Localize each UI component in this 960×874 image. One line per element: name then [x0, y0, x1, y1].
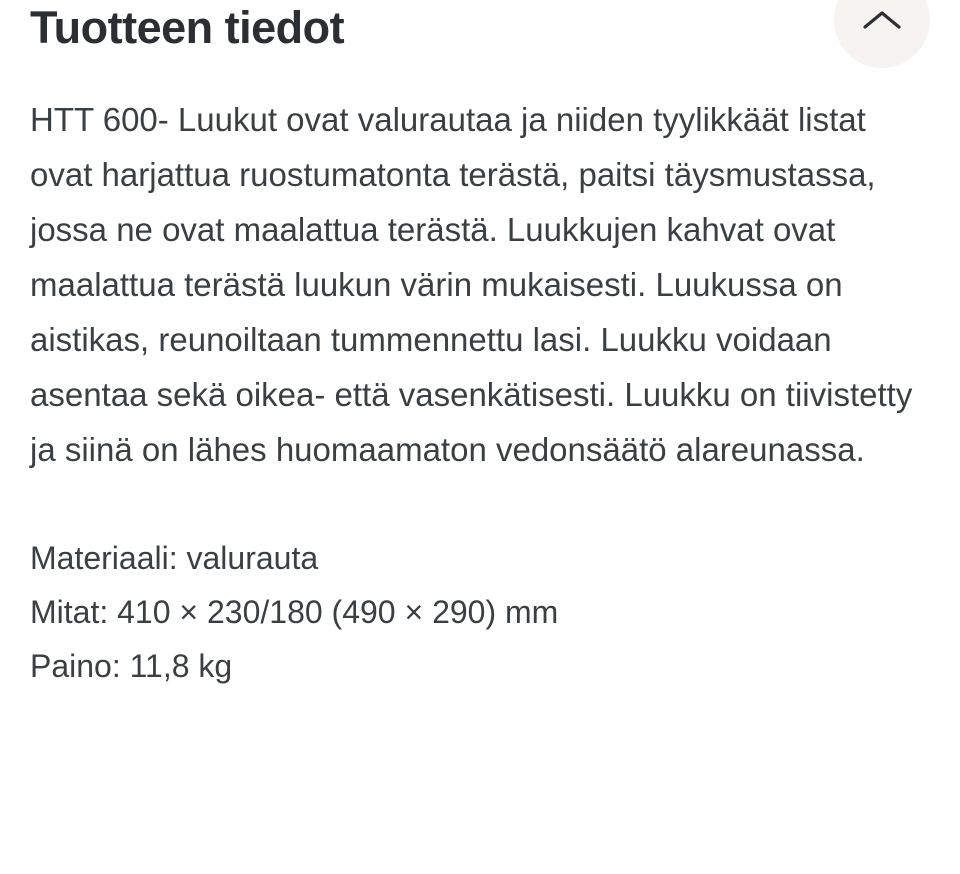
collapse-section-button[interactable]: [834, 0, 930, 68]
product-description: HTT 600- Luukut ovat valurautaa ja niiden tyylikkäät listat ovat harjattua ruostumatonta terästä, paitsi täysmustassa, jossa ne ovat maalattua terästä. Luukkujen kahvat ovat maalattua terästä luukun värin mukaisesti. Luukussa on aistikas, reunoiltaan tummennettu lasi. Luukku voidaan asentaa sekä oikea- että vasenkätisesti. Luukku on tiivistetty ja siinä on lähes huomaamaton vedonsäätö alareunassa.: [30, 101, 913, 468]
spec-weight: Paino: 11,8 kg: [30, 648, 233, 684]
chevron-up-icon: [862, 8, 902, 32]
spec-material: Materiaali: valurauta: [30, 540, 319, 576]
spec-dimensions: Mitat: 410 × 230/180 (490 × 290) mm: [30, 594, 559, 630]
page-title: Tuotteen tiedot: [30, 2, 345, 53]
section-header: [30, 0, 930, 92]
product-specs: [30, 531, 930, 693]
